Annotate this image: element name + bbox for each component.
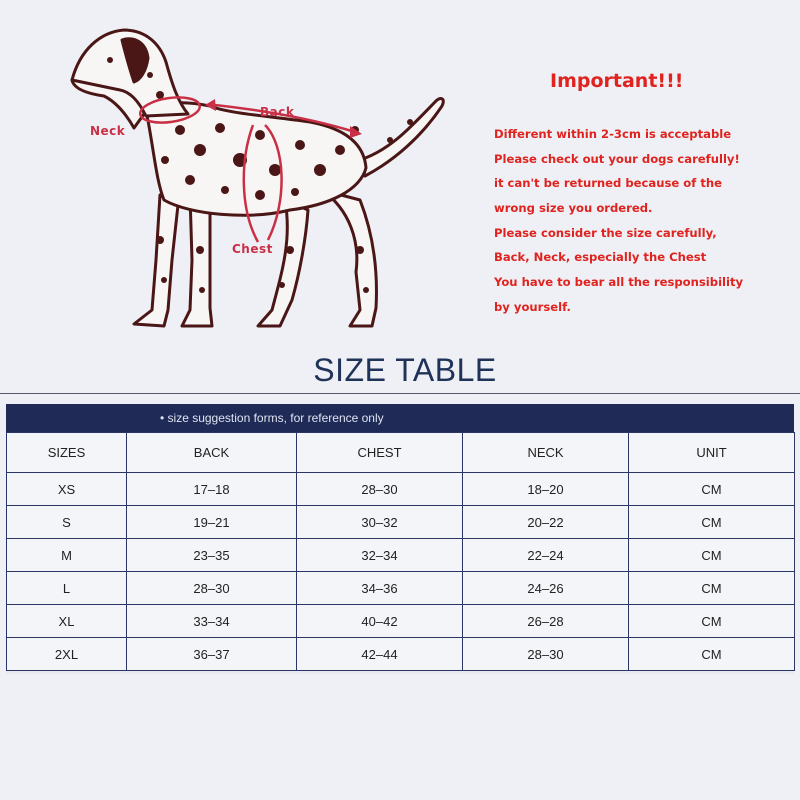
- cell-neck: 18–20: [463, 473, 629, 506]
- back-label: Back: [260, 105, 295, 119]
- cell-back: 28–30: [127, 572, 297, 605]
- cell-neck: 28–30: [463, 638, 629, 671]
- important-line: wrong size you ordered.: [494, 201, 653, 216]
- table-row: [7, 473, 795, 506]
- chest-label: Chest: [232, 242, 273, 256]
- column-header-chest: CHEST: [297, 433, 463, 473]
- important-line: Please consider the size carefully,: [494, 225, 717, 240]
- important-lines: [494, 122, 794, 320]
- cell-neck: 24–26: [463, 572, 629, 605]
- important-title: Important!!!: [550, 70, 684, 92]
- cell-unit: CM: [629, 506, 795, 539]
- important-line: Different within 2-3cm is acceptable: [494, 127, 732, 141]
- cell-chest: 28–30: [297, 473, 463, 506]
- cell-chest: 32–34: [297, 539, 463, 572]
- cell-neck: 22–24: [463, 539, 629, 572]
- table-row: [7, 539, 795, 572]
- column-header-back: BACK: [127, 433, 297, 473]
- neck-label: Neck: [90, 124, 126, 138]
- cell-neck: 20–22: [463, 506, 629, 539]
- cell-back: 23–35: [127, 539, 297, 572]
- table-header-row: [7, 433, 795, 473]
- cell-chest: 30–32: [297, 506, 463, 539]
- cell-unit: CM: [629, 605, 795, 638]
- size-table-container: [6, 404, 794, 674]
- size-table: [6, 432, 795, 671]
- dog-measurement-figure: [60, 10, 480, 350]
- table-row: [7, 605, 795, 638]
- cell-size: M: [7, 539, 127, 572]
- important-line: Please check out your dogs carefully!: [494, 151, 740, 166]
- cell-size: XL: [7, 605, 127, 638]
- cell-unit: CM: [629, 539, 795, 572]
- table-note: • size suggestion forms, for reference only: [160, 411, 384, 425]
- dalmatian-illustration: [60, 10, 480, 350]
- important-line: Back, Neck, especially the Chest: [494, 250, 707, 265]
- column-header-neck: NECK: [463, 433, 629, 473]
- title-divider: [0, 393, 800, 394]
- cell-back: 33–34: [127, 605, 297, 638]
- column-header-unit: UNIT: [629, 433, 795, 473]
- size-table-title: SIZE TABLE: [313, 352, 497, 388]
- cell-size: S: [7, 506, 127, 539]
- important-line: by yourself.: [494, 299, 571, 314]
- cell-back: 36–37: [127, 638, 297, 671]
- important-line: it can't be returned because of the: [494, 176, 722, 191]
- table-note-bar: [6, 404, 794, 432]
- cell-back: 19–21: [127, 506, 297, 539]
- column-header-sizes: SIZES: [7, 433, 127, 473]
- cell-size: 2XL: [7, 638, 127, 671]
- cell-size: XS: [7, 473, 127, 506]
- cell-unit: CM: [629, 572, 795, 605]
- important-line: You have to bear all the responsibility: [494, 275, 744, 290]
- cell-unit: CM: [629, 473, 795, 506]
- table-row: [7, 506, 795, 539]
- table-row: [7, 572, 795, 605]
- cell-chest: 34–36: [297, 572, 463, 605]
- cell-size: L: [7, 572, 127, 605]
- table-row: [7, 638, 795, 671]
- cell-neck: 26–28: [463, 605, 629, 638]
- cell-chest: 42–44: [297, 638, 463, 671]
- cell-chest: 40–42: [297, 605, 463, 638]
- cell-back: 17–18: [127, 473, 297, 506]
- cell-unit: CM: [629, 638, 795, 671]
